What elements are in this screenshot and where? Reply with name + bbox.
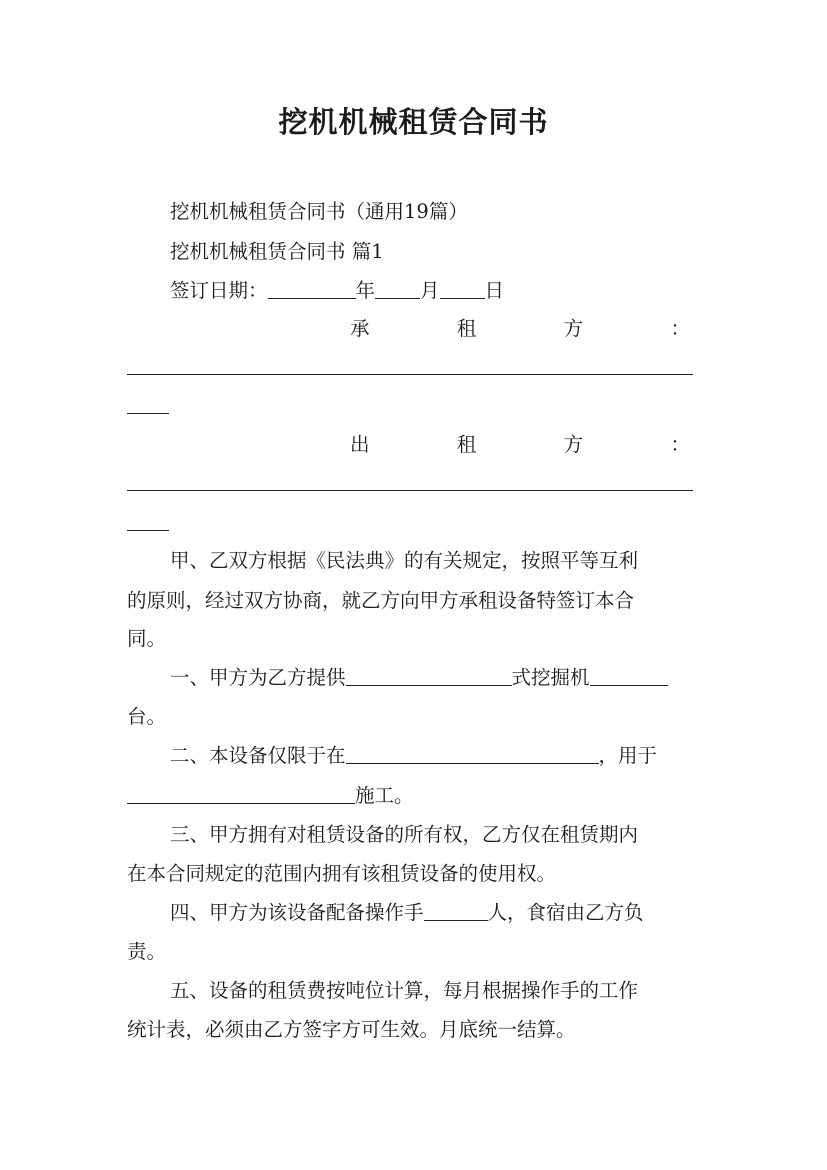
clause-4-text-b: 人，食宿由乙方负 [487,901,644,924]
clause-2-text-c: 施工。 [355,784,414,807]
day-blank [440,280,485,299]
section-heading: 挖机机械租赁合同书 篇1 [170,240,384,263]
lessor-fill-line-end [127,530,169,531]
intro-line-3: 同。 [127,627,167,650]
clause-1-line-2: 台。 [127,705,167,728]
location-blank [346,745,599,764]
clause-2-line-1 [170,744,710,768]
lessee-label [350,317,690,341]
lessee-char-1: 承 [350,317,370,340]
year-blank [268,280,356,299]
lessee-char-3: 方 [563,317,584,340]
clause-2-text-b: ，用于 [598,744,658,767]
intro-line-1: 甲、乙双方根据《民法典》的有关规定，按照平等互利 [170,549,639,572]
clause-2-text-a: 二、本设备仅限于在 [170,744,346,767]
lessee-fill-line-end [127,413,169,414]
day-label: 日 [484,279,505,302]
lessor-char-3: 方 [563,433,584,456]
lessee-fill-line [127,374,693,375]
lessee-colon: ： [670,317,690,340]
clause-5-line-2: 统计表，必须由乙方签字方可生效。月底统一结算。 [127,1018,576,1041]
sign-date-label: 签订日期： [170,279,268,302]
clause-2-line-2 [127,784,707,808]
month-label: 月 [420,279,440,302]
lessor-char-1: 出 [350,433,370,456]
excavator-model-blank [346,667,512,686]
lessee-char-2: 租 [456,317,477,340]
operator-count-blank [424,902,488,921]
subtitle: 挖机机械租赁合同书（通用19篇） [170,200,468,223]
year-label: 年 [355,279,376,302]
lessor-char-2: 租 [456,433,477,456]
clause-5-line-1: 五、设备的租赁费按吨位计算，每月根据操作手的工作 [170,979,639,1002]
clause-3-line-2: 在本合同规定的范围内拥有该租赁设备的使用权。 [127,862,557,885]
excavator-count-blank [590,667,668,686]
clause-4-line-2: 责。 [127,940,167,963]
clause-1-text-b: 式挖掘机 [511,666,590,689]
clause-1-text-a: 一、甲方为乙方提供 [170,666,346,689]
sign-date-line [170,279,710,303]
clause-4-line-1 [170,901,710,925]
lessor-fill-line [127,490,693,491]
document-title: 挖机机械租赁合同书 [278,105,549,139]
purpose-blank [127,785,355,804]
lessor-label [350,433,690,457]
clause-1-line-1 [170,666,710,690]
lessor-colon: ： [670,433,690,456]
clause-3-line-1: 三、甲方拥有对租赁设备的所有权，乙方仅在租赁期内 [170,823,639,846]
month-blank [375,280,420,299]
clause-4-text-a: 四、甲方为该设备配备操作手 [170,901,424,924]
intro-line-2: 的原则，经过双方协商，就乙方向甲方承租设备特签订本合 [127,589,635,612]
